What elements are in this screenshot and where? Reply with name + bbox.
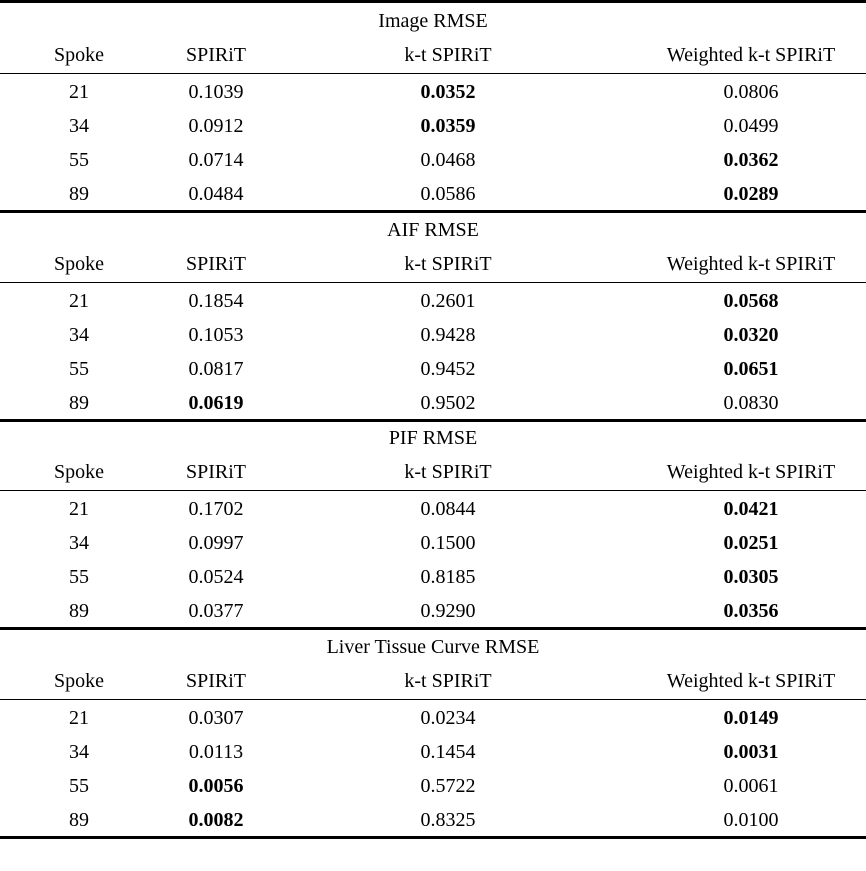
cell-spoke: 21 [69, 81, 89, 103]
cell-spoke: 55 [69, 149, 89, 171]
cell-kt-spirit: 0.0352 [420, 81, 476, 103]
cell-weighted-kt-spirit: 0.0806 [723, 81, 779, 103]
table-row [0, 386, 866, 420]
column-header-spirit: SPIRiT [185, 44, 247, 66]
header-rule [0, 490, 866, 491]
cell-spoke: 89 [69, 183, 89, 205]
cell-spoke: 34 [69, 741, 89, 763]
table-section [0, 630, 866, 836]
table-row [0, 526, 866, 560]
table-row [0, 735, 866, 769]
cell-spirit: 0.0912 [188, 115, 244, 137]
section-title: AIF RMSE [387, 219, 479, 241]
column-header-spoke: Spoke [54, 44, 104, 66]
cell-spoke: 55 [69, 358, 89, 380]
cell-spoke: 21 [69, 498, 89, 520]
cell-spirit: 0.0619 [188, 392, 244, 414]
cell-spoke: 55 [69, 566, 89, 588]
cell-kt-spirit: 0.9502 [420, 392, 476, 414]
cell-spoke: 55 [69, 775, 89, 797]
table-section [0, 4, 866, 210]
cell-spirit: 0.0817 [188, 358, 244, 380]
column-header-weighted-kt-spirit: Weighted k-t SPIRiT [666, 461, 836, 483]
cell-spirit: 0.1039 [188, 81, 244, 103]
column-header-spirit: SPIRiT [185, 670, 247, 692]
column-header-spoke: Spoke [54, 461, 104, 483]
table-section [0, 421, 866, 627]
cell-spoke: 89 [69, 600, 89, 622]
column-header-spirit: SPIRiT [185, 253, 247, 275]
cell-spirit: 0.0714 [188, 149, 244, 171]
cell-spirit: 0.0524 [188, 566, 244, 588]
cell-spoke: 34 [69, 532, 89, 554]
cell-spoke: 89 [69, 392, 89, 414]
cell-kt-spirit: 0.8325 [420, 809, 476, 831]
column-header-kt-spirit: k-t SPIRiT [404, 670, 492, 692]
cell-weighted-kt-spirit: 0.0356 [723, 600, 779, 622]
cell-spirit: 0.0997 [188, 532, 244, 554]
cell-weighted-kt-spirit: 0.0320 [723, 324, 779, 346]
table-row [0, 594, 866, 628]
cell-spoke: 34 [69, 324, 89, 346]
column-header-kt-spirit: k-t SPIRiT [404, 44, 492, 66]
table-row [0, 318, 866, 352]
cell-weighted-kt-spirit: 0.0305 [723, 566, 779, 588]
column-header-weighted-kt-spirit: Weighted k-t SPIRiT [666, 44, 836, 66]
header-rule [0, 699, 866, 700]
header-row [0, 247, 866, 281]
table-row [0, 109, 866, 143]
table-row [0, 492, 866, 526]
table-row [0, 177, 866, 211]
table-row [0, 284, 866, 318]
cell-weighted-kt-spirit: 0.0289 [723, 183, 779, 205]
table-row [0, 701, 866, 735]
section-title: Image RMSE [378, 10, 488, 32]
cell-kt-spirit: 0.1454 [420, 741, 476, 763]
cell-weighted-kt-spirit: 0.0362 [723, 149, 779, 171]
cell-spirit: 0.0307 [188, 707, 244, 729]
cell-weighted-kt-spirit: 0.0651 [723, 358, 779, 380]
cell-kt-spirit: 0.0468 [420, 149, 476, 171]
cell-weighted-kt-spirit: 0.0421 [723, 498, 779, 520]
cell-spirit: 0.0377 [188, 600, 244, 622]
cell-kt-spirit: 0.1500 [420, 532, 476, 554]
header-row [0, 38, 866, 72]
cell-weighted-kt-spirit: 0.0251 [723, 532, 779, 554]
cell-weighted-kt-spirit: 0.0149 [723, 707, 779, 729]
cell-kt-spirit: 0.2601 [420, 290, 476, 312]
column-header-spoke: Spoke [54, 253, 104, 275]
column-header-spoke: Spoke [54, 670, 104, 692]
cell-weighted-kt-spirit: 0.0061 [723, 775, 779, 797]
cell-spirit: 0.0113 [188, 741, 244, 763]
header-rule [0, 73, 866, 74]
cell-spirit: 0.1702 [188, 498, 244, 520]
cell-weighted-kt-spirit: 0.0499 [723, 115, 779, 137]
table-row [0, 352, 866, 386]
table-row [0, 769, 866, 803]
column-header-spirit: SPIRiT [185, 461, 247, 483]
table-section [0, 213, 866, 419]
cell-kt-spirit: 0.0359 [420, 115, 476, 137]
table-row [0, 75, 866, 109]
cell-kt-spirit: 0.9452 [420, 358, 476, 380]
cell-spirit: 0.0484 [188, 183, 244, 205]
table-row [0, 143, 866, 177]
cell-spirit: 0.1854 [188, 290, 244, 312]
cell-spirit: 0.0056 [188, 775, 244, 797]
cell-kt-spirit: 0.9428 [420, 324, 476, 346]
cell-spirit: 0.0082 [188, 809, 244, 831]
section-title: Liver Tissue Curve RMSE [326, 636, 540, 658]
cell-kt-spirit: 0.0586 [420, 183, 476, 205]
section-bottom-rule [0, 836, 866, 839]
header-rule [0, 282, 866, 283]
cell-weighted-kt-spirit: 0.0100 [723, 809, 779, 831]
cell-kt-spirit: 0.0234 [420, 707, 476, 729]
cell-kt-spirit: 0.0844 [420, 498, 476, 520]
table-row [0, 560, 866, 594]
top-rule [0, 0, 866, 3]
column-header-weighted-kt-spirit: Weighted k-t SPIRiT [666, 670, 836, 692]
table-row [0, 803, 866, 837]
cell-weighted-kt-spirit: 0.0830 [723, 392, 779, 414]
column-header-kt-spirit: k-t SPIRiT [404, 253, 492, 275]
header-row [0, 664, 866, 698]
cell-weighted-kt-spirit: 0.0031 [723, 741, 779, 763]
cell-weighted-kt-spirit: 0.0568 [723, 290, 779, 312]
cell-kt-spirit: 0.8185 [420, 566, 476, 588]
cell-spoke: 34 [69, 115, 89, 137]
cell-spoke: 21 [69, 290, 89, 312]
cell-spoke: 89 [69, 809, 89, 831]
cell-kt-spirit: 0.9290 [420, 600, 476, 622]
cell-kt-spirit: 0.5722 [420, 775, 476, 797]
cell-spoke: 21 [69, 707, 89, 729]
section-title: PIF RMSE [388, 427, 478, 449]
column-header-kt-spirit: k-t SPIRiT [404, 461, 492, 483]
column-header-weighted-kt-spirit: Weighted k-t SPIRiT [666, 253, 836, 275]
cell-spirit: 0.1053 [188, 324, 244, 346]
header-row [0, 455, 866, 489]
